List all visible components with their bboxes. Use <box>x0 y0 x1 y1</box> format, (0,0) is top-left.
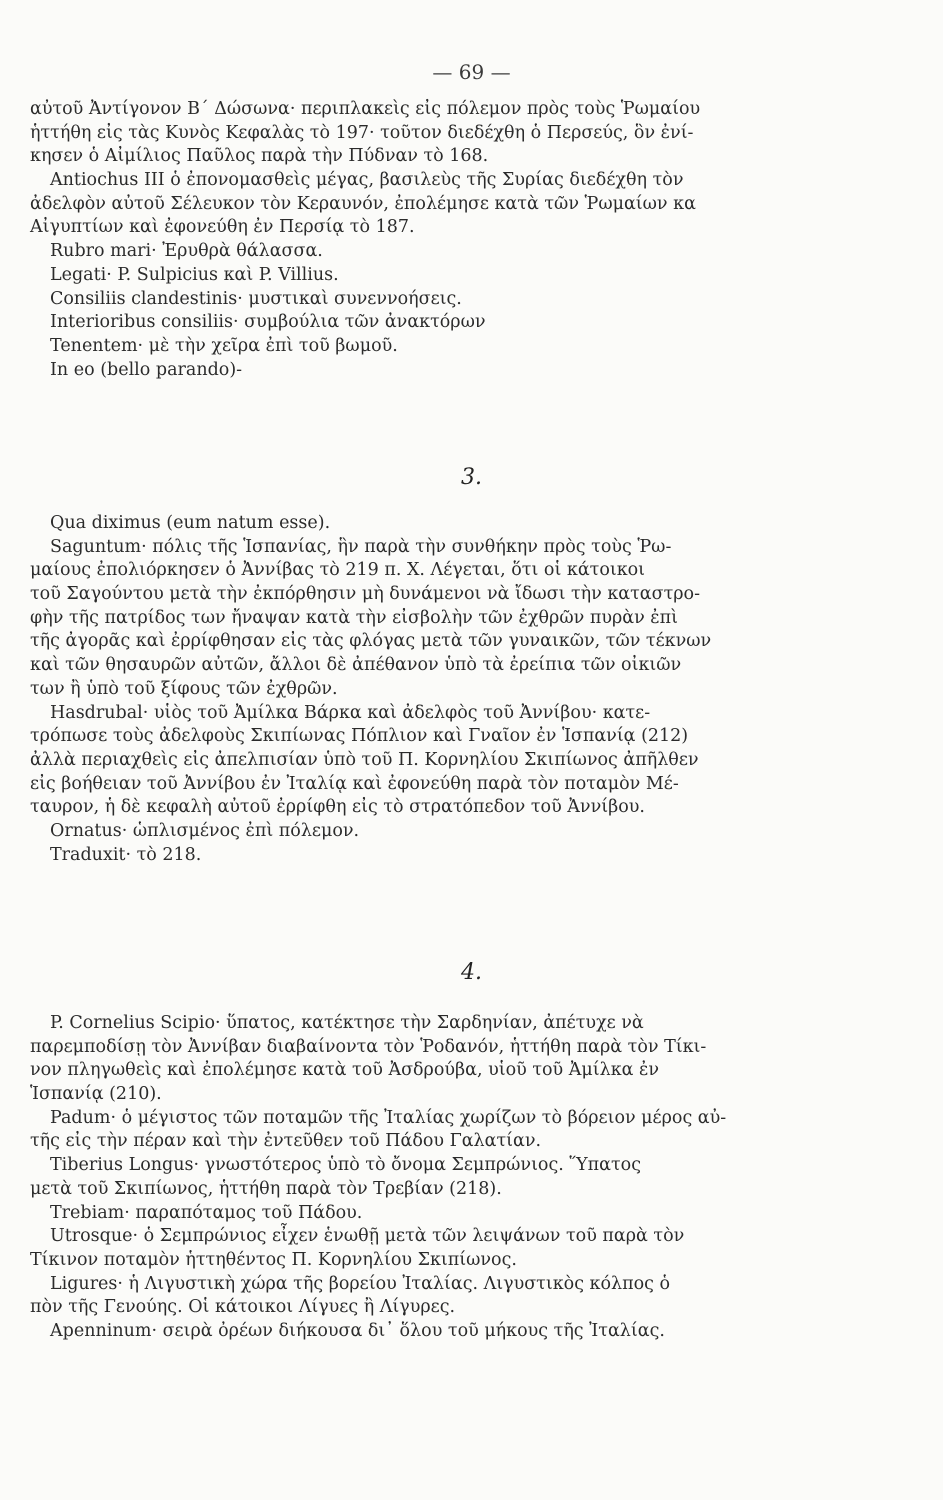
note-in-eo: In eo (bello parando)- <box>50 359 243 380</box>
text-line: φὴν τῆς πατρίδος των ἤναψαν κατὰ τὴν εἰσβολὴν τῶν ἐχθρῶν πυρὰν ἐπὶ <box>30 607 679 628</box>
section-heading-4: 4. <box>461 960 482 985</box>
note-rubro-mari: Rubro mari· Ἐρυθρὰ θάλασσα. <box>50 241 323 262</box>
text-line: παρεμποδίσῃ τὸν Ἀννίβαν διαβαίνοντα τὸν Ῥοδανόν, ἡττήθη παρὰ τὸν Τίκι- <box>30 1036 707 1057</box>
note-interioribus: Interioribus consiliis· συμβούλια τῶν ἀνακτόρων <box>50 312 486 333</box>
text-line: αὐτοῦ Ἀντίγονον Β΄ Δώσωνα· περιπλακεὶς εἰς πόλεμον πρὸς τοὺς Ῥωμαίου <box>30 99 701 119</box>
note-tenentem: Tenentem· μὲ τὴν χεῖρα ἐπὶ τοῦ βωμοῦ. <box>50 335 398 356</box>
section-heading-3: 3. <box>461 465 482 490</box>
text-line: ἀδελφὸν αὐτοῦ Σέλευκον τὸν Κεραυνόν, ἐπολέμησε κατὰ τῶν Ῥωμαίων κα <box>30 193 696 214</box>
text-line: Ἱσπανίᾳ (210). <box>30 1084 162 1105</box>
note-apenninum: Apenninum· σειρὰ ὀρέων διήκουσα δι᾿ ὅλου τοῦ μήκους τῆς Ἰταλίας. <box>50 1320 665 1341</box>
text-line: τῆς ἀγορᾶς καὶ ἐρρίφθησαν εἰς τὰς φλόγας μετὰ τῶν γυναικῶν, τῶν τέκνων <box>30 631 712 652</box>
note-trebiam: Trebiam· παραπόταμος τοῦ Πάδου. <box>50 1202 363 1223</box>
text-line: εἰς βοήθειαν τοῦ Ἀννίβου ἐν Ἰταλίᾳ καὶ ἐφονεύθη παρὰ τὸν ποταμὸν Μέ- <box>30 773 679 794</box>
text-line: ταυρον, ἡ δὲ κεφαλὴ αὐτοῦ ἐρρίφθη εἰς τὸ στρατόπεδον τοῦ Ἀννίβου. <box>30 797 645 818</box>
note-utrosque: Utrosque· ὁ Σεμπρώνιος εἶχεν ἑνωθῇ μετὰ τῶν λειψάνων τοῦ παρὰ τὸν <box>50 1226 685 1247</box>
text-line: τρόπωσε τοὺς ἀδελφοὺς Σκιπίωνας Πόπλιον καὶ Γναῖον ἐν Ἱσπανίᾳ (212) <box>30 726 689 747</box>
text-line: ἀλλὰ περιαχθεὶς εἰς ἀπελπισίαν ὑπὸ τοῦ Π. Κορνηλίου Σκιπίωνος ἀπῆλθεν <box>30 749 699 770</box>
text-line: τῆς εἰς τὴν πέραν καὶ τὴν ἐντεῦθεν τοῦ Πάδου Γαλατίαν. <box>30 1131 542 1152</box>
note-cornelius-scipio: P. Cornelius Scipio· ὕπατος, κατέκτησε τὴν Σαρδηνίαν, ἀπέτυχε νὰ <box>50 1013 644 1033</box>
text-line: κησεν ὁ Αἰμίλιος Παῦλος παρὰ τὴν Πύδναν τὸ 168. <box>30 146 489 167</box>
text-line: νον πληγωθεὶς καὶ ἐπολέμησε κατὰ τοῦ Ἀσδρούβα, υἱοῦ τοῦ Ἀμίλκα ἐν <box>30 1060 660 1081</box>
note-ornatus: Ornatus· ὡπλισμένος ἐπὶ πόλεμον. <box>50 820 360 841</box>
text-line: τοῦ Σαγούντου μετὰ τὴν ἐκπόρθησιν μὴ δυνάμενοι νὰ ἴδωσι τὴν καταστρο- <box>30 584 700 605</box>
page-number: — 69 — <box>432 60 511 84</box>
note-tiberius-longus: Tiberius Longus· γνωστότερος ὑπὸ τὸ ὄνομα Σεμπρώνιος. Ὕπατος <box>50 1155 642 1176</box>
text-line: καὶ τῶν θησαυρῶν αὐτῶν, ἄλλοι δὲ ἀπέθανον ὑπὸ τὰ ἐρείπια τῶν οἰκιῶν <box>30 655 682 676</box>
text-line: Τίκινον ποταμὸν ἡττηθέντος Π. Κορνηλίου Σκιπίωνος. <box>30 1249 517 1270</box>
note-consiliis: Consiliis clandestinis· μυστικαὶ συνεννοήσεις. <box>50 288 462 309</box>
notes-block-4 <box>30 1012 830 1344</box>
note-antiochus: Antiochus III ὁ ἐπονομασθεὶς μέγας, βασιλεὺς τῆς Συρίας διεδέχθη τὸν <box>50 170 684 191</box>
note-hasdrubal: Hasdrubal· υἱὸς τοῦ Ἀμίλκα Βάρκα καὶ ἀδελφὸς τοῦ Ἀννίβου· κατε- <box>50 702 651 723</box>
note-traduxit: Traduxit· τὸ 218. <box>50 844 202 865</box>
text-line: πὸν τῆς Γενούης. Οἱ κάτοικοι Λίγυες ἢ Λίγυρες. <box>30 1297 456 1318</box>
note-qua-diximus: Qua diximus (eum natum esse). <box>50 513 331 533</box>
note-saguntum: Saguntum· πόλις τῆς Ἱσπανίας, ἣν παρὰ τὴν συνθήκην πρὸς τοὺς Ῥω- <box>50 536 672 557</box>
text-line: μετὰ τοῦ Σκιπίωνος, ἡττήθη παρὰ τὸν Τρεβίαν (218). <box>30 1178 502 1199</box>
text-line: των ἢ ὑπὸ τοῦ ξίφους τῶν ἐχθρῶν. <box>30 678 338 699</box>
text-line: μαίους ἐπολιόρκησεν ὁ Ἀννίβας τὸ 219 π. Χ. Λέγεται, ὅτι οἱ κάτοικοι <box>30 560 646 581</box>
note-padum: Padum· ὁ μέγιστος τῶν ποταμῶν τῆς Ἰταλίας χωρίζων τὸ βόρειον μέρος αὐ- <box>50 1107 727 1128</box>
note-legati: Legati· P. Sulpicius καὶ P. Villius. <box>50 264 339 285</box>
notes-block-1 <box>30 98 830 382</box>
notes-block-3 <box>30 512 830 867</box>
text-line: Αἰγυπτίων καὶ ἐφονεύθη ἐν Περσίᾳ τὸ 187. <box>30 217 415 238</box>
text-line: ἡττήθη εἰς τὰς Κυνὸς Κεφαλὰς τὸ 197· τοῦτον διεδέχθη ὁ Περσεύς, ὃν ἐνί- <box>30 122 694 143</box>
note-ligures: Ligures· ἡ Λιγυστικὴ χώρα τῆς βορείου Ἰταλίας. Λιγυστικὸς κόλπος ὁ <box>50 1273 671 1294</box>
